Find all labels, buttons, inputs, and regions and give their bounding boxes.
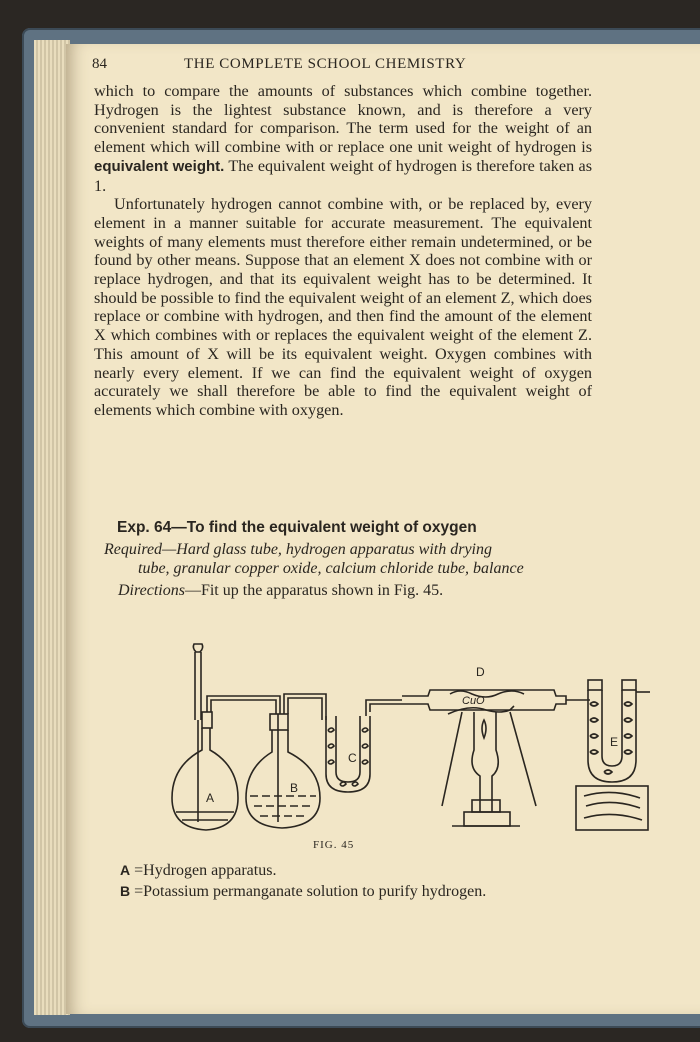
paragraph-1 (94, 82, 592, 195)
legend-key-b: B (120, 883, 131, 899)
body-text (94, 82, 592, 420)
paragraph-1-end: The equivalent weight of hydrogen is therefore taken as 1. (94, 156, 592, 195)
directions-text: —Fit up the apparatus shown in Fig. 45. (184, 582, 444, 599)
flask-b (246, 694, 326, 828)
paragraph-2: Unfortunately hydrogen cannot combine with, or be replaced by, every element in a manner suitable for accurate measurement. The equivalent weights of many elements must therefore either remain undetermined, or be found by other means. Suppose that an element X does not combine with or replace hydrogen, and that its equivalent weight has to be determined. It should be possible to find the equivalent weight of an element Z, which does replace or combine with hydrogen, and then find the amount of the element X which combines with or replaces the equivalent weight of the element Z. This amount of X will be its equivalent weight. Oxygen combines with nearly every element. If we can find the equivalent weight of oxygen accurately we shall therefore be able to find the equivalent weight of elements which combine with oxygen. (94, 195, 592, 419)
u-tube-c (326, 700, 402, 792)
legend-item-a (120, 860, 486, 881)
calcium-chloride-tube-e (576, 680, 650, 830)
required-label: Required— (104, 541, 177, 558)
burner-stand (442, 706, 536, 826)
label-c: C (348, 751, 357, 765)
required-list (104, 540, 594, 578)
running-header (92, 56, 612, 76)
legend-item-b (120, 881, 486, 902)
legend-text-b: =Potassium permanganate solution to purify hydrogen. (130, 883, 487, 900)
directions (118, 582, 443, 600)
required-line-2: tube, granular copper oxide, calcium chloride tube, balance (138, 560, 524, 577)
label-a: A (206, 791, 215, 805)
figure-legend (120, 860, 486, 902)
required-line-1: Hard glass tube, hydrogen apparatus with drying (176, 541, 492, 558)
figure-caption: FIG. 45 (313, 839, 355, 851)
apparatus-figure (100, 600, 660, 840)
combustion-tube-d (402, 690, 590, 710)
label-d: D (476, 665, 485, 679)
experiment-heading: Exp. 64—To find the equivalent weight of oxygen (117, 519, 477, 536)
page-number: 84 (92, 56, 107, 72)
legend-text-a: =Hydrogen apparatus. (130, 862, 277, 879)
label-cuo: CuO (462, 695, 485, 707)
paragraph-1-text: which to compare the amounts of substances which combine together. Hydrogen is the lightest substance known, and is therefore a very convenient standard for comparison. The term used for the weight of an element which will combine with or replace one unit weight of hydrogen is (94, 82, 592, 157)
directions-label: Directions (118, 582, 185, 599)
book-title: THE COMPLETE SCHOOL CHEMISTRY (184, 56, 467, 72)
label-b: B (290, 781, 299, 795)
label-e: E (610, 735, 619, 749)
equivalent-weight-term: equivalent weight. (94, 157, 225, 175)
flask-a (172, 644, 280, 830)
legend-key-a: A (120, 862, 131, 878)
page-edges (34, 40, 70, 1015)
